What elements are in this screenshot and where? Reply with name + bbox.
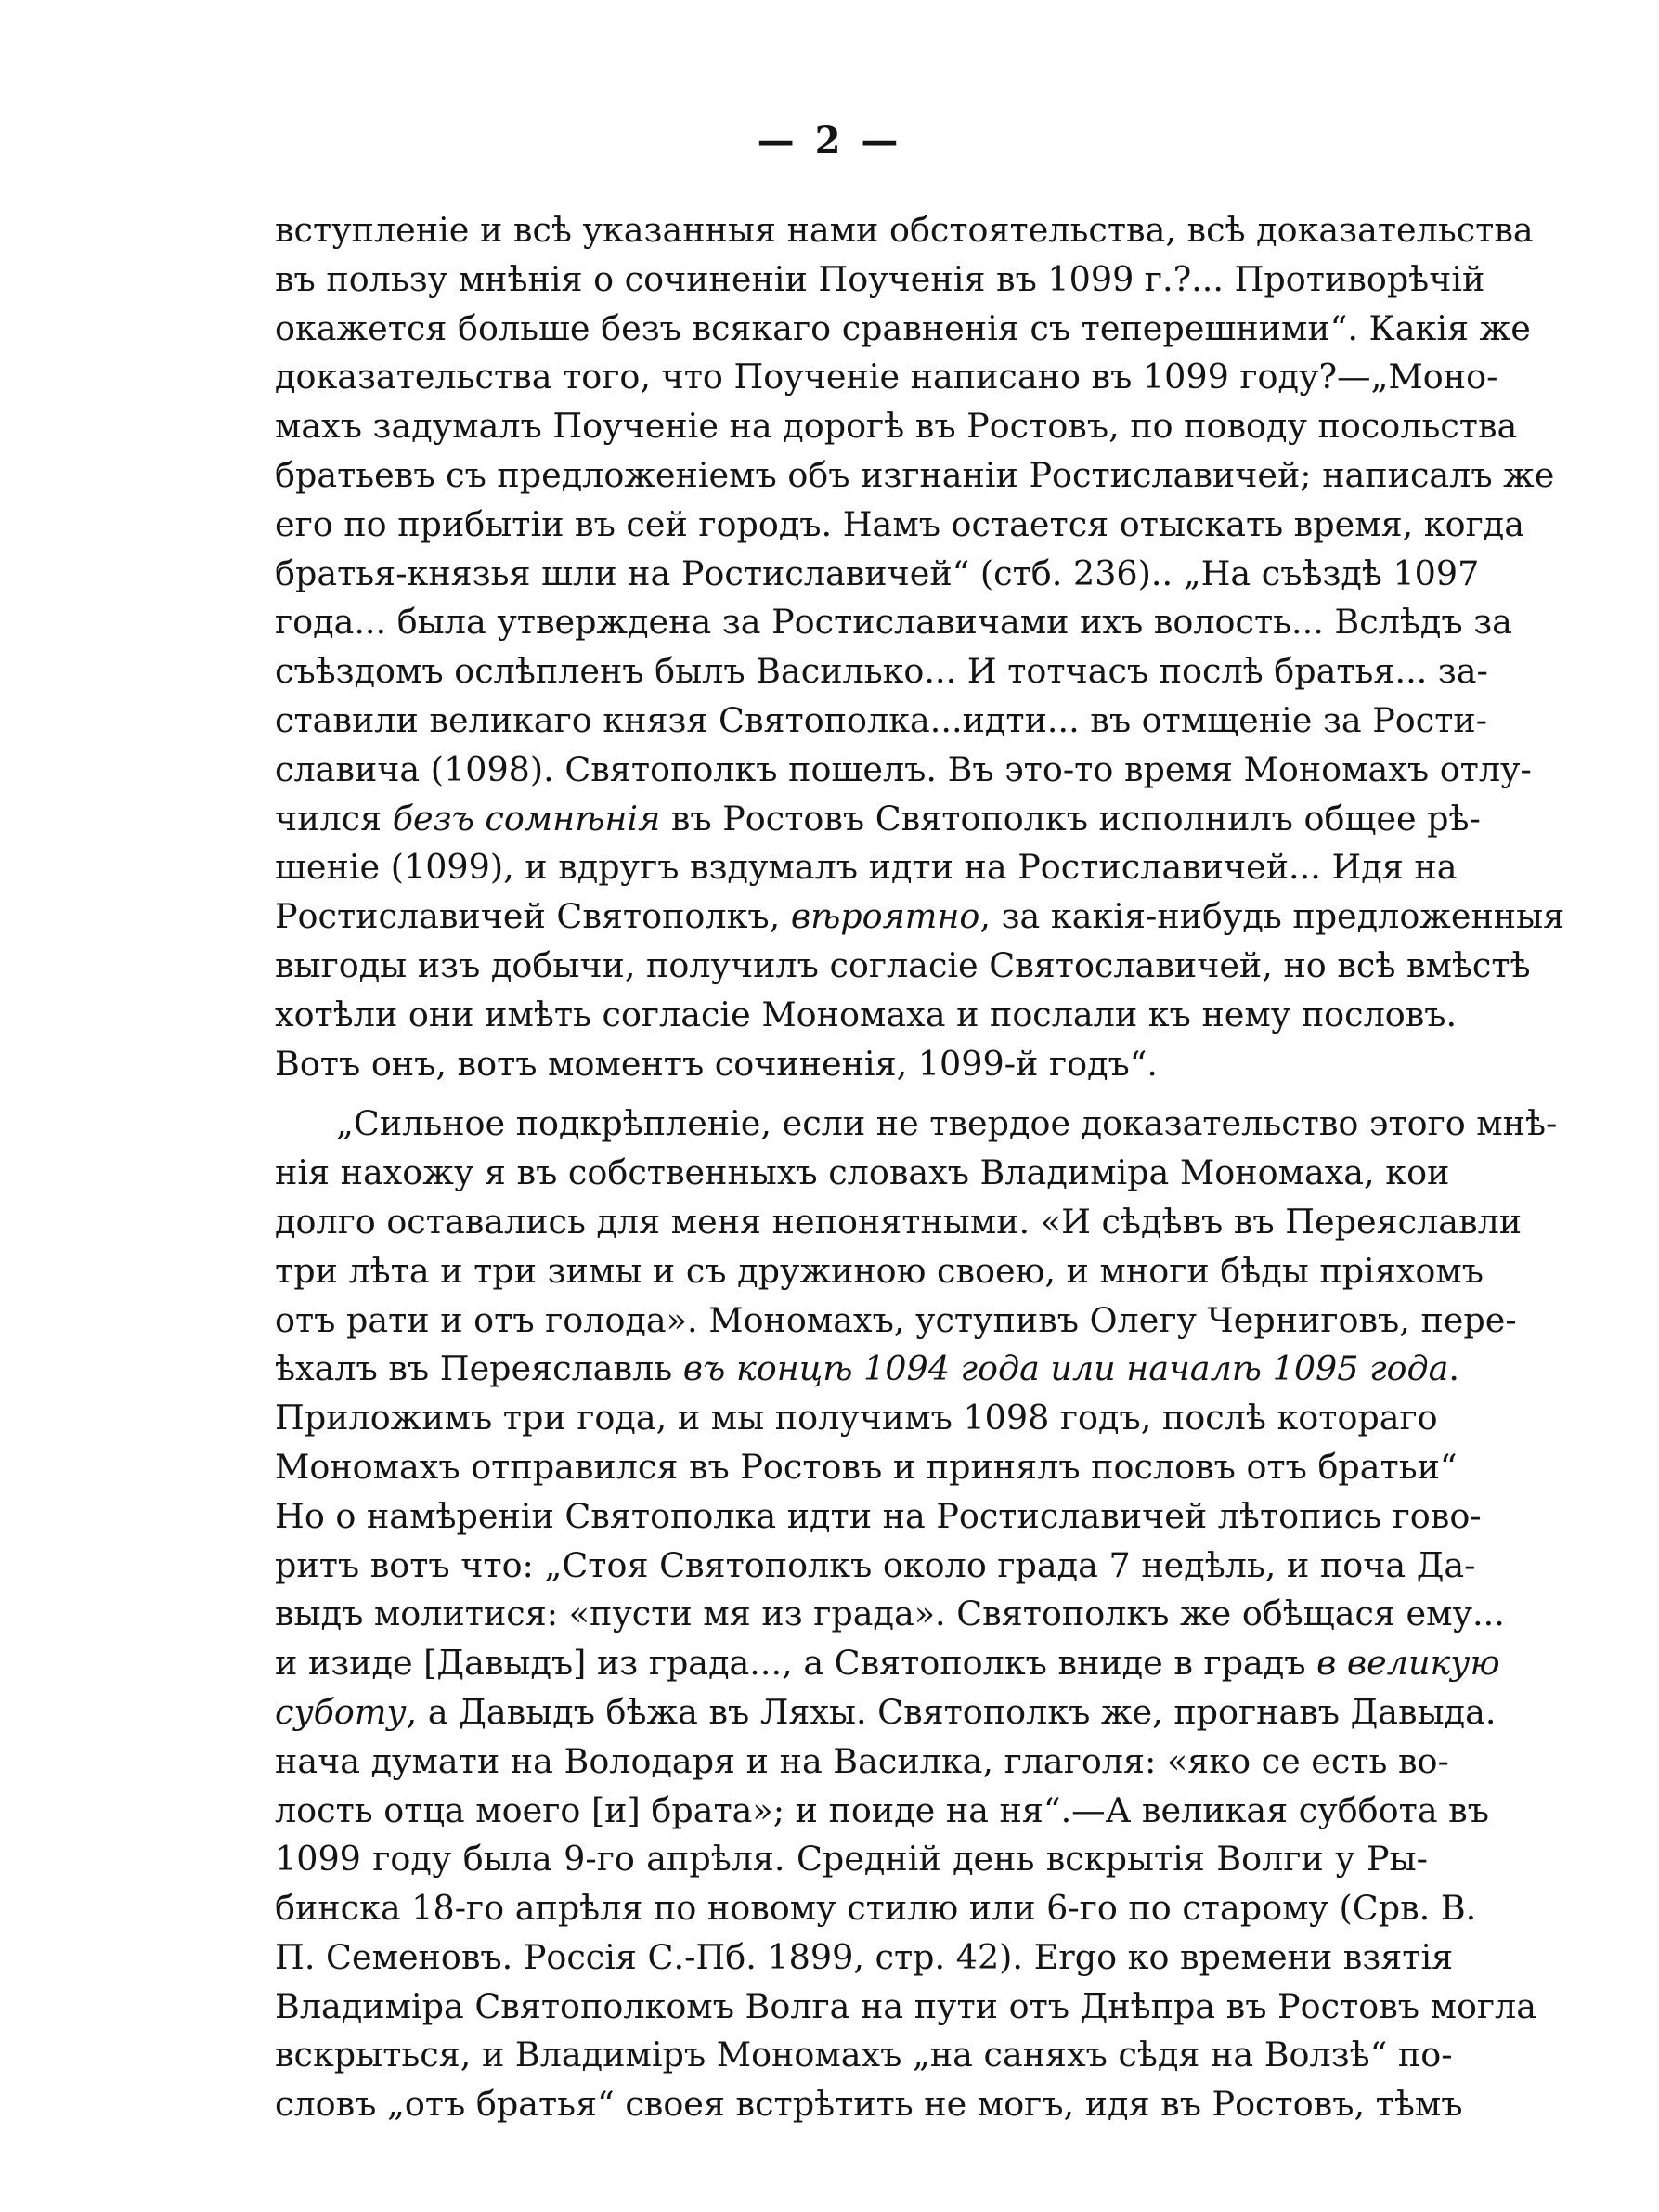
emphasized-text: суботу: [275, 1691, 407, 1732]
text-line: [275, 942, 1531, 991]
line-text: братьевъ съ предложеніемъ объ изгнаніи Ростиславичей; написалъ же: [275, 454, 1555, 495]
line-text: долго оставались для меня непонятными. «И сѣдѣвъ въ Переяславли: [275, 1201, 1523, 1242]
line-text: „Сильное подкрѣпленіе, если не твердое доказательство этого мнѣ-: [336, 1103, 1558, 1144]
text-line: [275, 1639, 1500, 1688]
text-line: [275, 1198, 1523, 1247]
text-line: [275, 1345, 1460, 1394]
line-text: окажется больше безъ всякаго сравненія съ теперешними“. Какія же: [275, 307, 1531, 348]
text-line: [275, 1443, 1458, 1492]
text-line: [275, 1492, 1482, 1542]
paragraph-gap: [275, 1088, 1428, 1099]
line-text: Но о намѣреніи Святополка идти на Ростиславичей лѣтопись гово-: [275, 1495, 1482, 1536]
text-line: [275, 598, 1512, 647]
line-text: шеніе (1099), и вдругъ вздумалъ идти на Ростиславичей... Идя на: [275, 847, 1458, 888]
line-text: славича (1098). Святополкъ пошелъ. Въ это-то время Мономахъ отлу-: [275, 748, 1532, 789]
text-line: [275, 746, 1532, 795]
text-line: [275, 696, 1488, 746]
paragraph-2: [275, 1099, 1558, 2129]
line-text: съѣздомъ ослѣпленъ былъ Василько... И тотчасъ послѣ братья... за-: [275, 651, 1488, 692]
line-text: выгоды изъ добычи, получилъ согласіе Святославичей, но всѣ вмѣстѣ: [275, 944, 1531, 985]
body-text: [275, 206, 1565, 2129]
line-text: Владиміра Святополкомъ Волга на пути отъ Днѣпра въ Ростовъ могла: [275, 1985, 1537, 2026]
line-text: три лѣта и три зимы и съ дружиною своею, и многи бѣды пріяхомъ: [275, 1250, 1484, 1291]
text-line: [275, 1884, 1477, 1933]
line-text: доказательства того, что Поученіе написано въ 1099 году?—„Моно-: [275, 357, 1498, 397]
line-text: въ Ростовъ Святополкъ исполнилъ общее рѣ-: [660, 798, 1481, 839]
text-line: [275, 2080, 1463, 2129]
text-line: [275, 402, 1518, 451]
line-text: 1099 году была 9-го апрѣля. Средній день вскрытія Волги у Ры-: [275, 1839, 1428, 1880]
line-text: нача думати на Володаря и на Василка, глаголя: «яко се есть во-: [275, 1740, 1449, 1781]
text-line: [275, 1296, 1517, 1346]
line-text: , а Давыдъ бѣжа въ Ляхы. Святополкъ же, прогнавъ Давыда.: [406, 1691, 1497, 1732]
text-line: [275, 1737, 1449, 1787]
line-text: .: [1448, 1348, 1460, 1389]
line-text: П. Семеновъ. Россія С.-Пб. 1899, стр. 42). Ergo ко времени взятія: [275, 1936, 1454, 1977]
text-line: [275, 892, 1565, 942]
text-line: [275, 255, 1485, 305]
text-line: [275, 305, 1531, 354]
text-line: [275, 843, 1458, 892]
text-line: [275, 451, 1555, 501]
line-text: вскрыться, и Владиміръ Мономахъ „на саняхъ сѣдя на Волзѣ“ по-: [275, 2035, 1453, 2075]
text-line: [275, 1835, 1428, 1884]
line-text: ритъ вотъ что: „Стоя Святополкъ около града 7 недѣль, и поча Да-: [275, 1544, 1476, 1585]
text-line: [275, 2031, 1453, 2080]
line-text: въ пользу мнѣнія о сочиненіи Поученія въ 1099 г.?... Противорѣчій: [275, 258, 1485, 299]
text-line: [275, 1247, 1484, 1296]
emphasized-text: въ концѣ 1094 года или началѣ 1095 года: [682, 1348, 1449, 1389]
line-text: Мономахъ отправился въ Ростовъ и принялъ пословъ отъ братьи“: [275, 1446, 1458, 1487]
text-line: [275, 1933, 1454, 1983]
line-text: Ростиславичей Святополкъ,: [275, 896, 791, 937]
text-line: [275, 206, 1534, 255]
text-line: [275, 1688, 1497, 1737]
line-text: его по прибытіи въ сей городъ. Намъ остается отыскать время, когда: [275, 503, 1524, 544]
text-line: [275, 1787, 1489, 1836]
text-line: [275, 991, 1458, 1040]
text-line: [275, 1394, 1438, 1443]
text-line: [275, 647, 1488, 696]
line-text: Приложимъ три года, и мы получимъ 1098 годъ, послѣ котораго: [275, 1398, 1438, 1438]
line-text: Вотъ онъ, вотъ моментъ сочиненія, 1099-й годъ“.: [275, 1043, 1159, 1084]
text-line: [275, 1149, 1450, 1198]
line-text: отъ рати и отъ голода». Мономахъ, уступивъ Олегу Черниговъ, пере-: [275, 1299, 1517, 1340]
text-line: [275, 1099, 1558, 1149]
page-number: — 2 —: [757, 119, 902, 163]
line-text: выдъ молитися: «пусти мя из града». Святополкъ же обѣщася ему...: [275, 1594, 1505, 1634]
text-line: [275, 550, 1480, 599]
line-text: нія нахожу я въ собственныхъ словахъ Владиміра Мономаха, кои: [275, 1152, 1450, 1193]
line-text: братья-князья шли на Ростиславичей“ (стб. 236).. „На съѣздѣ 1097: [275, 553, 1480, 593]
line-text: ѣхалъ въ Переяславль: [275, 1348, 683, 1389]
emphasized-text: безъ сомнѣнія: [392, 798, 661, 839]
line-text: хотѣли они имѣть согласіе Мономаха и послали къ нему пословъ.: [275, 994, 1458, 1034]
text-line: [275, 501, 1524, 550]
text-line: [275, 1590, 1505, 1639]
line-text: , за какія-нибудь предложенныя: [979, 896, 1565, 937]
text-line: [275, 353, 1498, 402]
paragraph-1: [275, 206, 1565, 1088]
line-text: и изиде [Давыдъ] из града..., а Святополкъ вниде в градъ: [275, 1643, 1317, 1684]
line-text: словъ „отъ братья“ своея встрѣтить не могъ, идя въ Ростовъ, тѣмъ: [275, 2084, 1463, 2125]
line-text: года... была утверждена за Ростиславичами ихъ волость... Вслѣдъ за: [275, 602, 1512, 643]
emphasized-text: в великую: [1316, 1643, 1500, 1684]
line-text: чился: [275, 798, 393, 839]
line-text: ставили великаго князя Святополка...идти... въ отмщеніе за Рости-: [275, 699, 1488, 740]
text-line: [275, 1983, 1537, 2032]
text-line: [275, 795, 1481, 844]
line-text: бинска 18-го апрѣля по новому стилю или 6-го по старому (Срв. В.: [275, 1888, 1477, 1929]
line-text: вступленіе и всѣ указанныя нами обстоятельства, всѣ доказательства: [275, 210, 1534, 250]
line-text: лость отца моего [и] брата»; и поиде на ня“.—А великая суббота въ: [275, 1789, 1489, 1830]
text-line: [275, 1542, 1476, 1591]
line-text: махъ задумалъ Поученіе на дорогѣ въ Ростовъ, по поводу посольства: [275, 406, 1518, 447]
text-line: [275, 1040, 1428, 1089]
emphasized-text: вѣроятно: [790, 896, 980, 937]
